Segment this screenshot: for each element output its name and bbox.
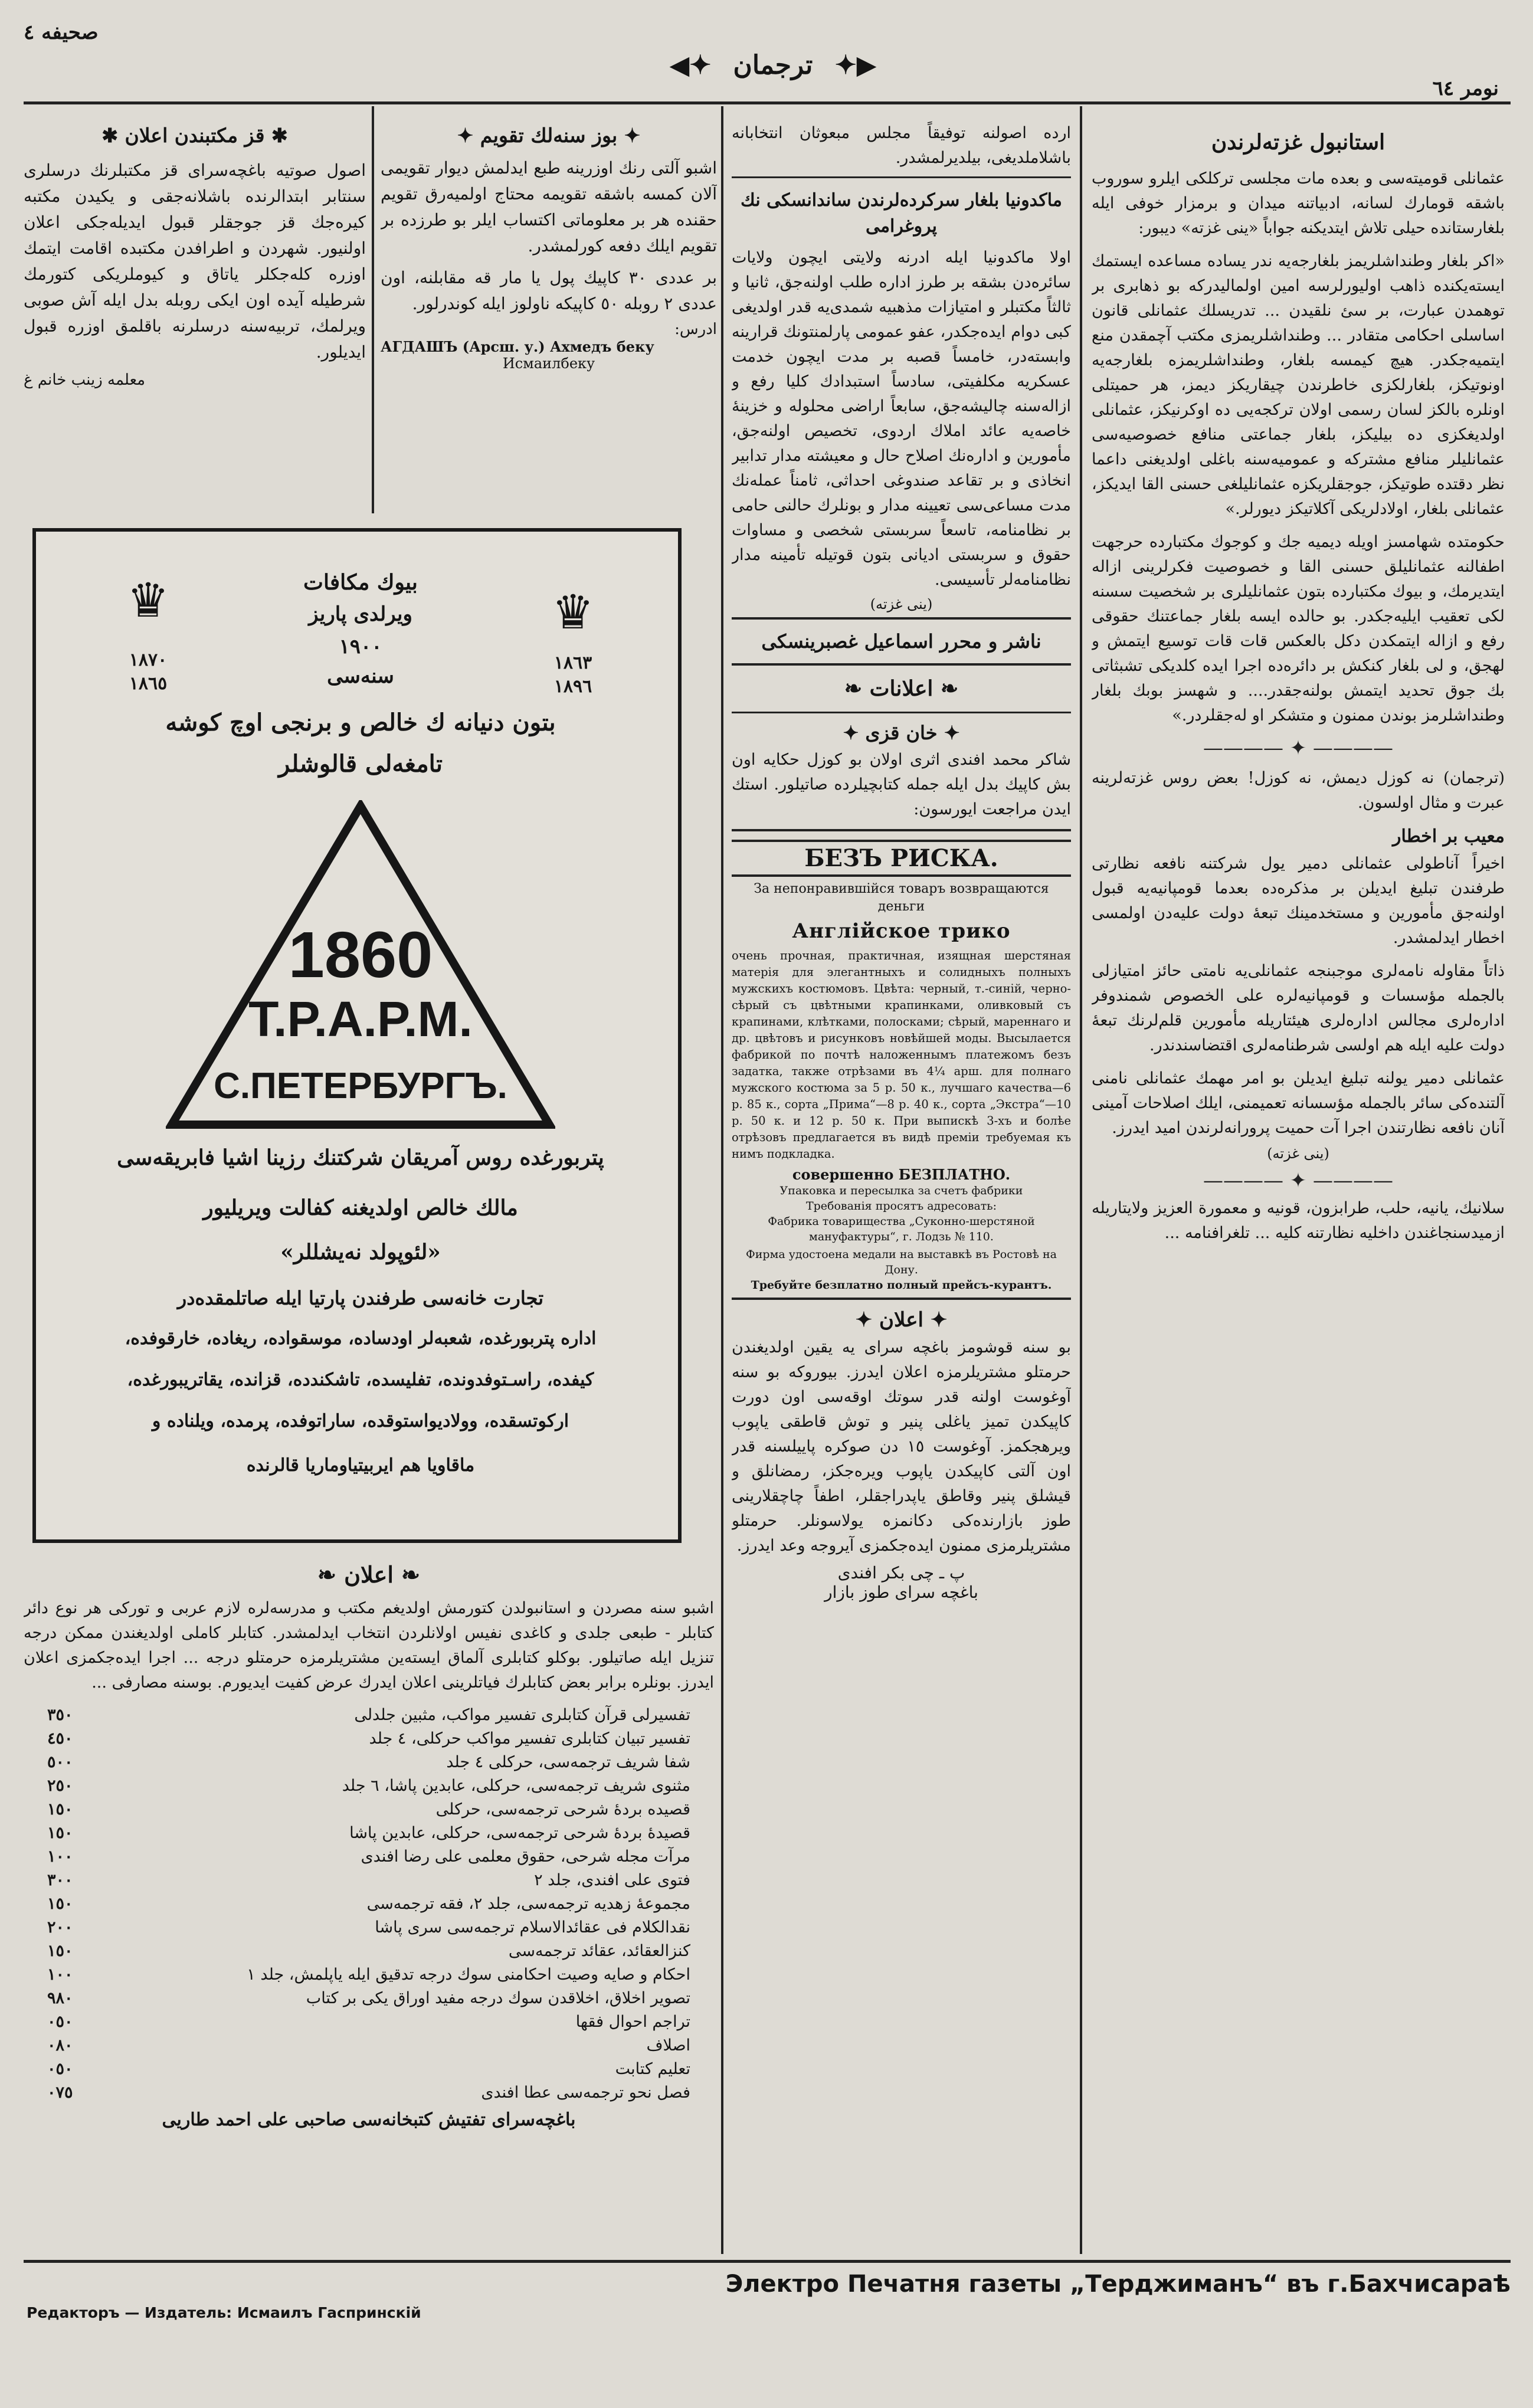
article-paragraph: «اکر بلغار وطنداشلریمز بلغارجه‌یه ندر یساده مساعده ایستمك ایستەیکنده ذاهب اولیورلرسه امین اولمالیدرکه بو ذهابری بر توهمدن عبارت، بر سئ نلقیدن ... تدریسلك عثمانلی قانون اساسلی احکامی متقادر ... وطنداشلریمزی مکتب آچمقدن منع ایتمیه‌جکدر. هیچ کیمسه بلغار، وطنداشلریمزه بلغارجه‌یه اونوتیکز، بلغارلکزی خاطرندن چیقاریکز دیمز، هر حمیتلی اونلره بالکز لسان رسمی اولان ترکجه‌یی ده اوکرنیکز، عثمانلی اولدیغکزی ده بیلیکز، بلغار جماعتی منافع خصوصیه‌سی عثمانلیلر منافع مشترکه و عمومیه‌سنه باغلی اولدیغنی داعما نظر دقتده طوتیکز، جوجقلریکزه عثمانلیلغی حسنی القا ایدیکز، عثمانلی بلغار، اولادلریکی آکلاتیکز دیورلر.» — [1092, 252, 1505, 518]
article-paragraph: ارده اصولنه توفیقاً مجلس مبعوثان انتخابانه باشلاملدیغی، بیلدیرلمشدر. — [732, 124, 1071, 167]
article-paragraph: عثمانلی دمیر یولنه تبلیغ ایدیلن بو امر مهمك عثمانلی نامنی آلتنده‌کی سائر بالجمله مؤسسانه تعمیمنی، ایلك اصلاحات آمینی آنان نافعه نظارتندن اجرا آت حمیت پرورانه‌لرندن امید ایدرز. — [1092, 1069, 1505, 1137]
book-price: ١٥٠ — [47, 1942, 73, 1960]
article-paragraph: اولا ماکدونیا ایله ادرنه ولایتی ایچون ولایات سائره‌دن بشقه بر طرز اداره طلب اولنه‌جق، ثانیا و ثالثاً مکتبلر و امتیازات مذهبیه شمدی‌یه قدر اولدیغی کبی دوام ایده‌جکدر، عفو عمومی پارلمنتونك قرارینه وابسته‌در، خامساً قصبه بر مدت ایچون خدمت عسکریه مکلفیتی، سادساً استبدادك کلیا رفع و ازاله‌سنه چالیشه‌جق، سابعاً اراضی محلوله و خزینهٔ خاصه‌یه عائد املاك اردوی، تخصیص اولنه‌جق، مأمورین و اداره‌نك اصلاح حال و معیشته مدار تدابیر انخاذی و بر تقاعد صندوغی احداثی، ثامناً عملەنك مدت مساعی‌سی تعیینه مدار و بونلرك حالنی حامی بر نظامنامه، تاسعاً سربستی شخصی و مساوات حقوق و سربستی ادیانی بتون قوتیله تأمینه مدار نظامنامه‌لر تأسیسی. — [732, 248, 1071, 589]
book-title: قصیدهٔ بردهٔ شرحی ترجمه‌سی، حرکلی، عابدین پاشا — [349, 1824, 690, 1842]
ad-title: ❧ اعلان ❧ — [317, 1561, 420, 1588]
book-title: اصلاف — [646, 2036, 690, 2055]
book-price: ٤٥٠ — [47, 1729, 73, 1748]
ornament-icon: ✦ — [617, 124, 641, 147]
ad-address-intro: Требованія просятъ адресовать: — [805, 1200, 997, 1213]
article-paragraph: اخیراً آناطولی عثمانلی دمیر یول شرکتنه نافعه نظارتی طرفندن تبلیغ ایدیلن بر مذکره‌ده بعدما قومپانیه‌یه قبول اولنه‌جق مأمورین و مستخدمینك تبعهٔ دولت علیه‌دن اولمسی اخطار ایدلمشدر. — [1092, 854, 1505, 947]
book-title: کنزالعقائد، عقائد ترجمه‌سی — [508, 1942, 690, 1960]
ornament-icon: ✦ — [923, 1308, 948, 1332]
section-rule — [732, 663, 1071, 666]
book-price: ٩٨٠ — [47, 1989, 73, 2007]
book-title: تفسیر تبیان کتابلری تفسیر مواکب حرکلی، ٤ جلد — [369, 1729, 690, 1748]
book-row — [47, 1939, 690, 1963]
article-paragraph: حکومتده شهامسز اویله دیمیه جك و کوجوك مکتبارده حرجهت اطفالنه عثمانلیلق حسنی القا و خصوصیت فکرلرینی ازاله ایتدیرمك، و بیوك مکتبارده بتون عثمانلیلری بر شخصیت سسنه لکی تعقیب ایلیه‌جکدر. بو حالده ایسه بلغار جماعتنك حقوقی رفع و ازاله ایتمکدن دکل بالعکس قات قات توسیع ایتمش و لهجق، و لی بلغار کنکش بر دائره‌ده اجرا ایده کلدیکی تشبثاتی بك جوق تحدید ایتمش بولنه‌جقدر.... و شهسز بوبك بلغار وطنداشلرمز بوندن ممنون و متشکر او لەجقلردر.» — [1092, 533, 1505, 725]
book-title: نقدالکلام فی عقائدالاسلام ترجمه‌سی سری پاشا — [375, 1918, 690, 1937]
ad-text: اشبو سنه مصردن و استانبولدن کتورمش اولدیغم مکتب و مدرسه‌لره لازم عربی و تورکی هر نوع دائر کتابلر - طبعی جلدی و کاغدی نفیس اولانلردن انتخاب ایدلمشدر. کتابلر کاملی اولدیغندن ممکن درجه تنزیل ایله صاتیلور. بوکلو کتابلری آلماق ایسته‌ین مشتریلرمزه حرمتلو درجه ... اجرا ایده‌جکمزی اعلان ایدرز. بونلره برابر بعض کتابلرك فیاتلرینی اعلان ایدرك عرض کفیت ایدیورم. بوسنه مصارفی ... — [24, 1599, 714, 1692]
book-price: ٣٠٠ — [47, 1871, 73, 1889]
ad-line: اداره پتربورغده، شعبه‌لر اودساده، موسقواده، ریغاده، خارقوفده، — [125, 1328, 597, 1349]
book-price: ١٠٠ — [47, 1847, 73, 1866]
ad-title: ✦ اعلان ✦ — [855, 1308, 948, 1332]
ornament-right-icon: ❧ — [844, 676, 870, 701]
book-row — [47, 1845, 690, 1869]
book-row — [47, 1987, 690, 2010]
article-subheading: معیب بر اخطار — [1393, 826, 1505, 847]
ornament-left-icon: ❧ — [933, 676, 959, 701]
article-title: استانبول غزته‌لرندن — [1211, 130, 1385, 155]
ornament-icon: ❧ — [317, 1561, 345, 1588]
calendar-ad — [381, 115, 717, 522]
book-row — [47, 1703, 690, 1727]
paper-title: ◀✦ ترجمان ✦▶ — [669, 50, 877, 80]
book-row — [47, 1869, 690, 1892]
imperial-eagle-icon: ♛ — [127, 573, 169, 628]
ad-title: ✦ خان قزی ✦ — [843, 722, 960, 744]
ad-address-label: ادرس: — [674, 320, 717, 338]
award-year: ١٨٦٥ — [129, 673, 168, 694]
book-row — [47, 1751, 690, 1774]
page-number-label: صحیفه ٤ — [24, 21, 99, 44]
year-word: سنه‌سی — [327, 664, 394, 688]
book-price: ٠٥٠ — [47, 2013, 73, 2031]
title-ornament-left-icon: ◀✦ — [669, 50, 712, 80]
article-paragraph: عثمانلی قومیته‌سی و بعده مات مجلسی ترکلکی ایلرو سوروب باشقه قومارك لسانه، ادبیاتنه میدان و برمزار خوفی ایله بلغارستانده حیلی تلاش ایتدیکنه جواباً «ینی غزته» دیبور: — [1092, 169, 1505, 237]
ad-signature: معلمه زینب خانم غ — [24, 371, 146, 389]
ad-line: مالك خالص اولدیغنه کفالت ویریلیور — [203, 1195, 518, 1220]
header-rule — [24, 101, 1511, 104]
galosh-factory-ad — [32, 528, 682, 1543]
book-price: ٠٧٥ — [47, 2083, 73, 2102]
ornament-icon: ✦ — [843, 722, 866, 744]
announcements-title: ❧ اعلانات ❧ — [844, 676, 959, 701]
book-title: احکام و صایه وصیت احکامنی سوك درجه تدقیق ایله یاپلمش، جلد ١ — [247, 1965, 690, 1984]
article-paragraph: (ترجمان) نه کوزل دیمش، نه کوزل! بعض روس غزته‌لرینه عبرت و مثال اولسون. — [1092, 769, 1505, 812]
ornament-icon: ✱ — [101, 124, 125, 147]
ad-subtitle: За непонравившійся товаръ возвращаются деньги — [754, 882, 1049, 914]
book-price: ٢٥٠ — [47, 1777, 73, 1795]
ad-price-list: Требуйте безплатно полный прейсъ-курантъ. — [751, 1279, 1052, 1292]
ad-headline: БЕЗЪ РИСКА. — [732, 840, 1071, 877]
right-column — [1092, 115, 1505, 2251]
ad-signature: پ ـ چی بکر افندی — [837, 1563, 965, 1583]
source-note: (ینی غزته) — [870, 596, 933, 612]
triangle-trademark — [166, 800, 555, 1131]
trademark-year: 1860 — [288, 919, 433, 991]
ad-line: کیفده، راسـتوفدونده، تفلیسده، تاشکندده، قزانده، یقاتریبورغده، — [127, 1370, 594, 1390]
book-title: مجموعهٔ زهدیه ترجمه‌سی، جلد ٢، فقه ترجمه‌سی — [366, 1895, 690, 1913]
section-rule — [732, 617, 1071, 620]
ad-line: پتربورغده روس آمریقان شرکتنك رزینا اشیا فابریقه‌سی — [117, 1145, 604, 1170]
book-price: ٣٥٠ — [47, 1706, 73, 1724]
ad-signature: باغچه‌سرای تفتیش کتبخانه‌سی صاحبی علی احمد طاریی — [162, 2109, 576, 2130]
book-title: قصیده بردهٔ شرحی ترجمه‌سی، حرکلی — [435, 1800, 690, 1819]
ad-line: «لئوپولد نه‌یشللر» — [280, 1240, 441, 1264]
book-title: مثنوی شریف ترجمه‌سی، حرکلی، عابدین پاشا، ٦ جلد — [342, 1777, 690, 1795]
divider-ornament-icon: ———— ✦ ———— — [1203, 1169, 1394, 1192]
book-price: ١٠٠ — [47, 1965, 73, 1984]
ad-title: ✱ قز مکتبندن اعلان ✱ — [101, 124, 288, 147]
ad-line: ماقاویا هم ایربیتیاوماریا قالرنده — [246, 1455, 475, 1476]
russian-fabric-ad — [732, 840, 1071, 1293]
book-row — [47, 1892, 690, 1916]
ad-product: Англійское трико — [792, 919, 1011, 943]
book-price: ١٥٠ — [47, 1800, 73, 1819]
paris-line: ویرلدی پاریز — [309, 602, 412, 626]
section-rule — [732, 176, 1071, 178]
book-price: ٥٠٠ — [47, 1753, 73, 1771]
ad-place: باغچه سرای طوز بازار — [824, 1583, 978, 1602]
trademark-mark: T.P.A.P.M. — [248, 991, 473, 1047]
ad-text: شاکر محمد افندی اثری اولان بو کوزل حکایه اون بش کاپیك بدل ایله جمله کتابچیلرده صاتیلور. استك ایدن مراجعت ایورسون: — [732, 751, 1071, 818]
title-ornament-right-icon: ✦▶ — [834, 50, 877, 80]
award-year: ١٨٦٣ — [553, 653, 592, 673]
award-year: ١٨٧٠ — [129, 650, 168, 670]
book-row — [47, 2010, 690, 2034]
book-row — [47, 1963, 690, 1987]
ornament-icon: ❧ — [393, 1561, 420, 1588]
ad-line: ارکوتسقده، وولادیواستوقده، ساراتوفده، پرمده، ویلناده و — [152, 1411, 569, 1431]
books-ad — [24, 1558, 714, 2254]
ad-packing-note: Упаковка и пересылка за счетъ фабрики — [779, 1184, 1023, 1197]
article-title: ماکدونیا بلغار سرکرده‌لرندن ساندانسکی نك پروغرامی — [741, 190, 1062, 237]
ad-medal: Фирма удостоена медали на выставкѣ въ Ростовѣ на Дону. — [746, 1248, 1057, 1276]
ad-free-note: совершенно БЕЗПЛАТНО. — [792, 1166, 1011, 1183]
ad-text: اصول صوتیه باغچه‌سرای قز مکتبلرنك درسلری سنتابر ابتدالرنده باشلانه‌جقی و یکیدن مکتبه کیره‌جك قز جوجقلر قبول ایدیله‌جکی اعلان اولنیور. شهردن و اطرافدن مکتبده اقامت ایتمك اوزره کله‌جکلر یاتاق و کیوملریکی کتورمك شرطیله آیده اون ایکی روبله بدل ایله آش صوبی ویرلمك، تربیه‌سنه درسلرنه باقلمق اوزره قبول ایدیلور. — [24, 160, 366, 362]
ad-address-ru: Исмаилбеку — [502, 355, 595, 372]
footer-rule — [24, 2260, 1511, 2263]
book-title: شفا شریف ترجمه‌سی، حرکلی ٤ جلد — [446, 1753, 690, 1771]
ad-body: очень прочная, практичная, изящная шерстяная матерія для элегантныхъ и солидныхъ полныхъ мужскихъ костюмовъ. Цвѣта: черный, т.-синій, черно-сѣрый съ цвѣтными крапинками, оливковый съ крапинами, клѣтками, полосками; сѣрый, мареннаго и др. цвѣтовъ и рисунковъ новѣйшей моды. Высылается фабрикой по почтѣ наложеннымъ платежомъ безъ задатка, также отрѣзами въ 4¼ арш. для полнаго мужского костюма за 5 р. 50 к., лучшаго качества—6 р. 85 к., сорта „Прима“—8 р. 40 к., сорта „Экстра“—10 р. 50 к. и 12 р. 50 к. При выпискѣ 3-хъ и болѣе отрѣзовъ предлагается въ видѣ преміи требуемая къ нимъ подкладка. — [732, 949, 1071, 1161]
publisher-line: ناشر و محرر اسماعیل غصبرینسکی — [761, 630, 1041, 653]
article-paragraph: ذاتاً مقاوله نامه‌لری موجبنجه عثمانلی‌یه نامتی حائز امتیازلی بالجمله مؤسسات و قومپانیه‌لره علی الخصوص شمندوفر ادارەلری مجالس اداره‌لری هیئتاریله مأمورین قلم‌لرنك تبعهٔ دولت علیه ایله هم اولسی شرطنامه‌لری اقتضاسندندر. — [1092, 962, 1505, 1054]
column-rule-right — [1080, 106, 1082, 2254]
ornament-icon: ✦ — [855, 1308, 879, 1332]
imperial-eagle-icon: ♛ — [552, 585, 594, 640]
ad-line: تامغه‌لی قالوشلر — [279, 750, 443, 778]
book-title: تفسیرلی قرآن کتابلری تفسیر مواکب، مثبین جلدلی — [354, 1706, 690, 1724]
section-rule — [732, 712, 1071, 713]
ad-price: بر عددی ٣٠ کاپیك پول یا مار قه مقابلنه، اون عددی ٢ روبله ٥٠ کاپیکه ناولوز ایله کوندرلور. — [381, 268, 717, 313]
girls-school-ad — [24, 115, 366, 510]
book-price: ١٥٠ — [47, 1895, 73, 1913]
ad-text: بو سنه قوشومز باغچه سرای یه یقین اولدیغندن حرمتلو مشتریلرمزه اعلان ایدرز. بیوروکه بو سنه آوغوست اولنه قدر سوتك اوقه‌سی اون دورت کاپیکدن تمیز یاغلی پنیر و توش قاطقی یاپوب ویرهجکمز. آوغوست ١٥ دن صوکره پاییلسنه قدر اون آلتی کاپیکدن یاپوب ویره‌جکز، رمضانلق و قیشلق پنیر وقاطق یاپدراجقلر، اطفاً چاچقلارینی طوز بازارنده‌کی دکانمزه یولاسونلر. حرمتلو مشتریلرمزی ممنون ایده‌جکمزی آیروجه وعد ایدرز. — [732, 1338, 1071, 1555]
book-price: ٠٨٠ — [47, 2036, 73, 2055]
ornament-icon: ✦ — [937, 722, 960, 744]
ad-line: بتون دنیانه ك خالص و برنجی اوچ کوشه — [165, 709, 556, 736]
book-price: ٢٠٠ — [47, 1918, 73, 1937]
book-title: تصویر اخلاق، اخلاقدن سوك درجه مفید اوراق یکی بر کتاب — [306, 1989, 690, 2007]
book-row — [47, 2034, 690, 2058]
award-year: ١٨٩٦ — [553, 676, 592, 697]
book-title: فتوی علی افندی، جلد ٢ — [534, 1871, 690, 1889]
book-title: تعلیم کتابت — [615, 2060, 690, 2078]
middle-column — [732, 115, 1071, 2251]
book-row — [47, 2081, 690, 2105]
divider-ornament-icon: ———— ✦ ———— — [1203, 736, 1394, 760]
book-price-list — [24, 1703, 714, 2105]
column-rule-middle — [721, 106, 723, 2254]
ad-address: Фабрика товарищества „Суконно-шерстяной мануфактуры“, г. Лодзь № 110. — [768, 1215, 1035, 1243]
paris-year: ١٩٠٠ — [339, 635, 382, 658]
book-row — [47, 1916, 690, 1939]
ad-line: تجارت خانه‌سی طرفندن پارتیا ایله صاتلمقده‌در — [177, 1287, 544, 1309]
article-paragraph: سلانیك، یانیه، حلب، طرابزون، قونیه و معمورة العزیز ولایتاریله ازمیدسنجاغندن داخلیه نظارتنه کلیه ... تلغرافنامه ... — [1092, 1199, 1505, 1242]
book-price: ١٥٠ — [47, 1824, 73, 1842]
book-row — [47, 1821, 690, 1845]
book-title: فصل نحو ترجمه‌سی عطا افندی — [481, 2083, 690, 2102]
trademark-city: C.ПЕТЕРБУРГЪ. — [214, 1066, 507, 1106]
book-price: ٠٥٠ — [47, 2060, 73, 2078]
source-note: (ینی غزته) — [1267, 1145, 1329, 1162]
footer-printer: Электро Печатня газеты „Терджиманъ“ въ г.Бахчисараѣ — [725, 2271, 1511, 2298]
book-row — [47, 2058, 690, 2081]
awards-title: بیوك مکافات — [303, 570, 418, 595]
ad-text: اشبو آلتی رنك اوزرینه طبع ایدلمش دیوار تقویمی آلان کمسه باشقه تقویمه محتاج اولمیه‌رق تقویم حقنده هر بر معلوماتی اکتساب ایلر بو طرزده بر تقویم ایلك دفعه کورلمشدر. — [381, 158, 717, 255]
ornament-icon: ✱ — [264, 124, 288, 147]
ad-address-ru: АГДАШЪ (Арсш. у.) Ахмедъ беку — [381, 338, 654, 355]
column-rule-top-left — [372, 106, 374, 513]
book-title: مرآت مجله شرحی، حقوق معلمی علی رضا افندی — [361, 1847, 690, 1866]
ad-title: ✦ بوز سنه‌لك تقویم ✦ — [457, 124, 641, 147]
section-rule — [732, 829, 1071, 831]
book-row — [47, 1798, 690, 1821]
ornament-icon: ✦ — [457, 124, 480, 147]
book-row — [47, 1774, 690, 1798]
book-row — [47, 1727, 690, 1751]
section-rule — [732, 1298, 1071, 1300]
footer-editor: Редакторъ — Издатель: Исмаилъ Гаспринскій — [27, 2304, 421, 2321]
issue-number-label: نومر ٦٤ — [1432, 77, 1499, 100]
book-title: تراجم احوال فقها — [575, 2013, 690, 2031]
